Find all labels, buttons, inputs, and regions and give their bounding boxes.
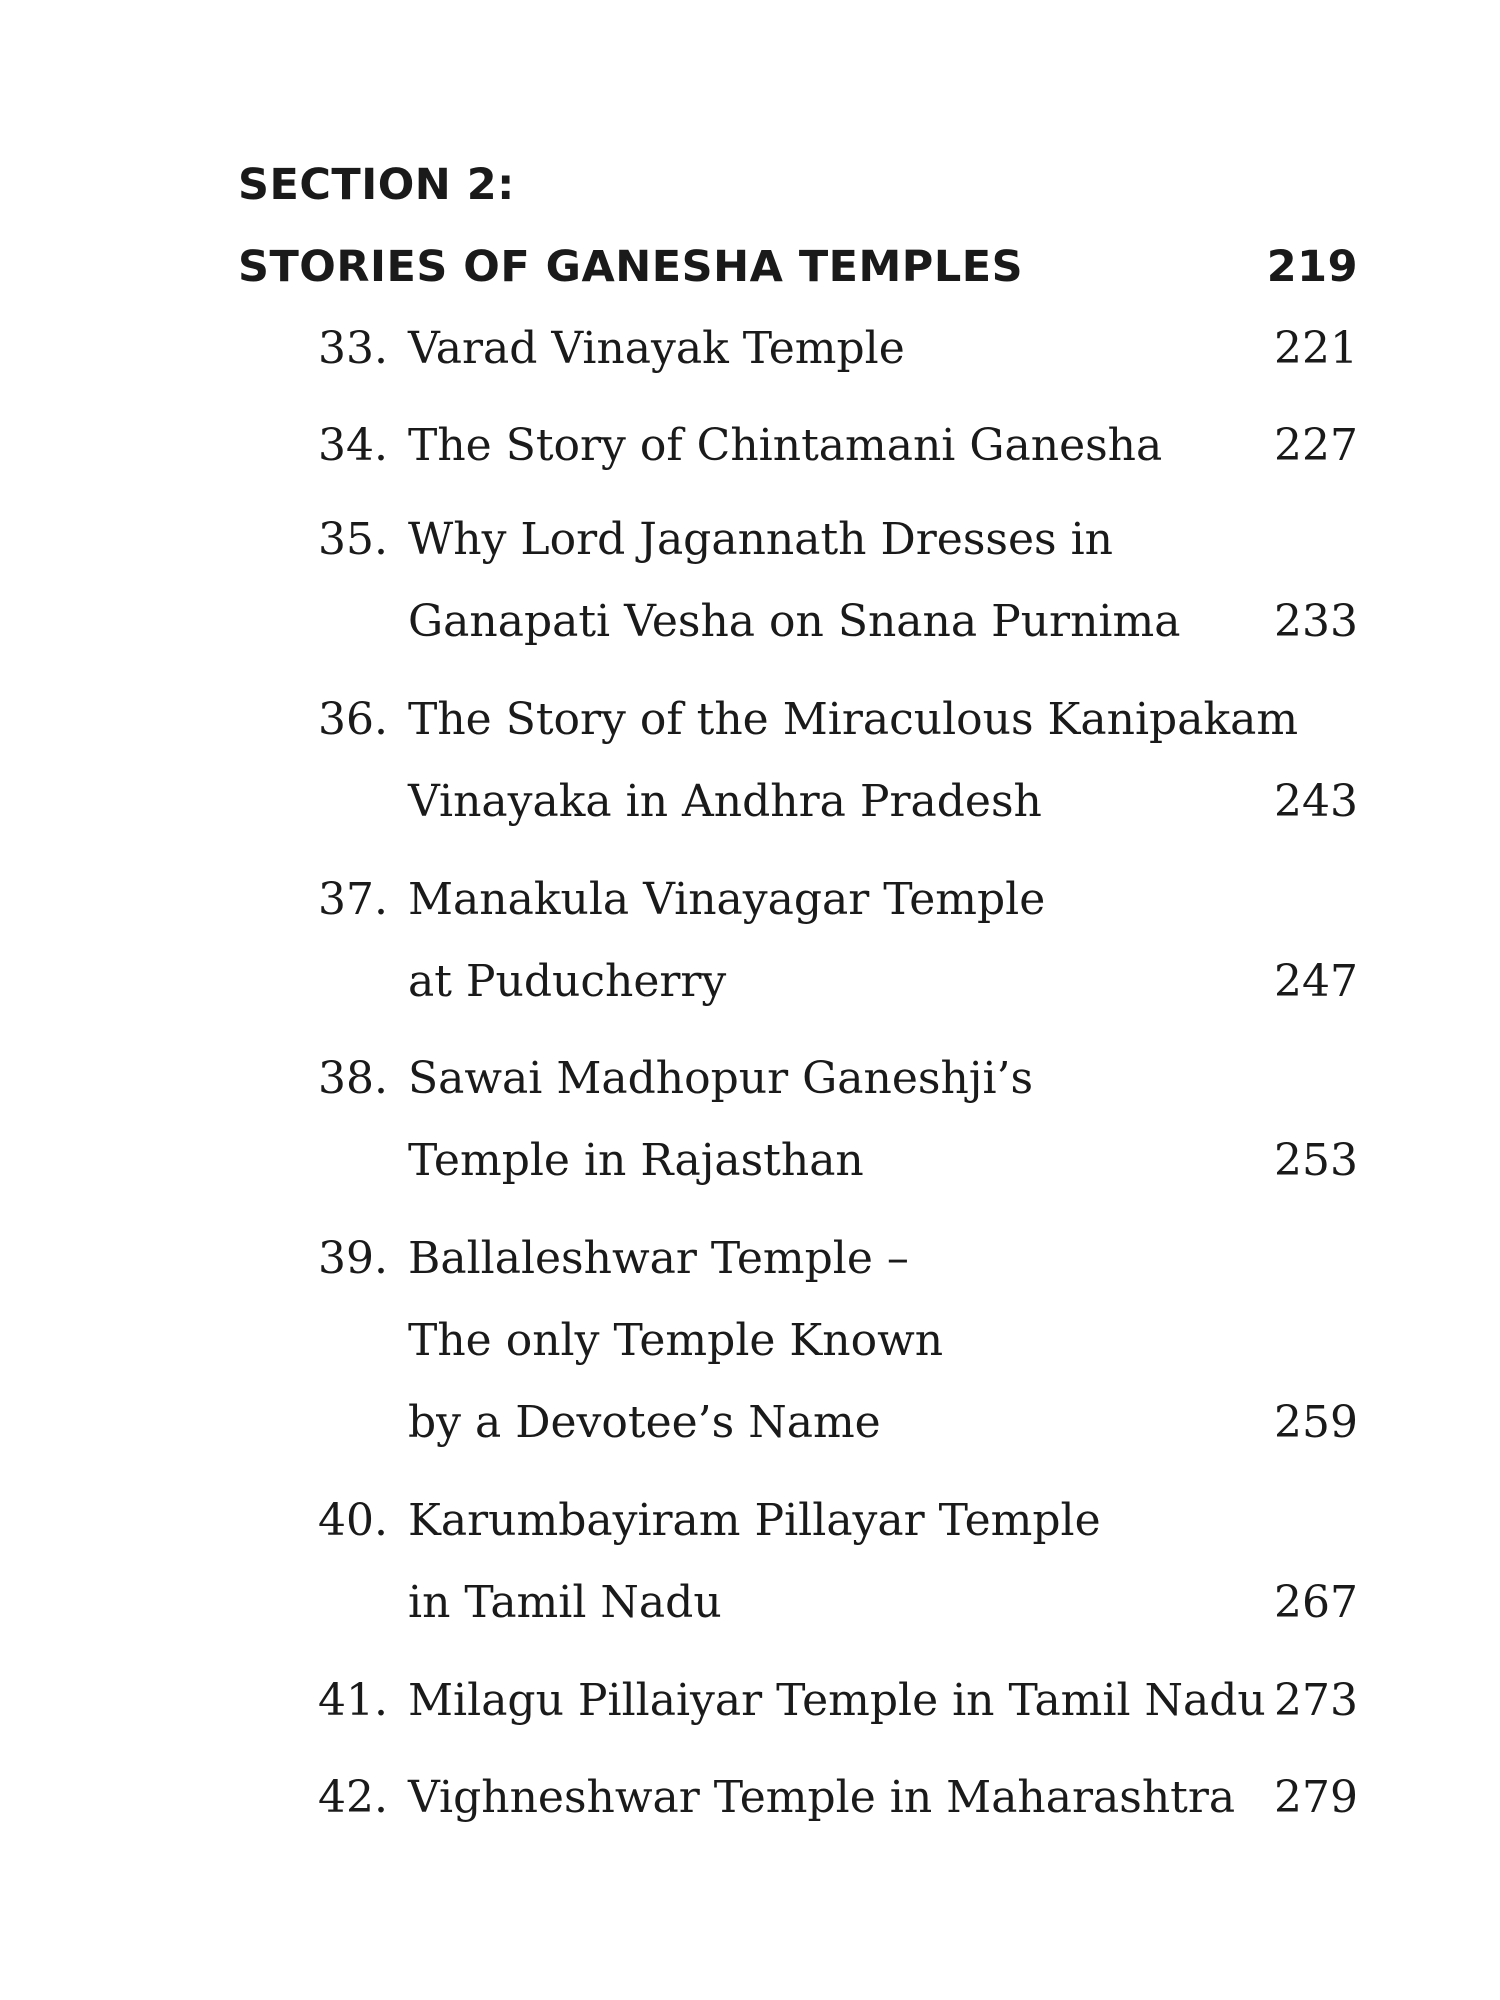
entry-title-continued: at Puducherry xyxy=(408,956,727,1007)
entry-title-continued: Temple in Rajasthan xyxy=(408,1135,864,1186)
entry-number: 37. xyxy=(318,874,388,925)
entry-number: 34. xyxy=(318,420,388,471)
entry-title-continued: by a Devotee’s Name xyxy=(408,1397,881,1448)
entry-title: Varad Vinayak Temple xyxy=(408,323,905,374)
entry-page-number: 253 xyxy=(1274,1135,1358,1186)
entry-number: 33. xyxy=(318,323,388,374)
entry-number: 42. xyxy=(318,1772,388,1823)
entry-title: The Story of Chintamani Ganesha xyxy=(408,420,1163,471)
section-title-row xyxy=(238,242,1358,292)
section-label: SECTION 2: xyxy=(238,160,515,210)
section-page-number: 219 xyxy=(1266,242,1358,292)
entry-number: 40. xyxy=(318,1495,388,1546)
entry-title-continued: Ganapati Vesha on Snana Purnima xyxy=(408,596,1181,647)
entry-page-number: 259 xyxy=(1274,1397,1358,1448)
entry-number: 36. xyxy=(318,694,388,745)
entry-title-continued: The only Temple Known xyxy=(408,1315,944,1366)
entry-number: 38. xyxy=(318,1053,388,1104)
entry-title: Manakula Vinayagar Temple xyxy=(408,874,1046,925)
entry-page-number: 247 xyxy=(1274,956,1358,1007)
entry-number: 41. xyxy=(318,1675,388,1726)
entry-title: Ballaleshwar Temple – xyxy=(408,1233,909,1284)
entry-title: Milagu Pillaiyar Temple in Tamil Nadu xyxy=(408,1675,1266,1726)
entry-title: Vighneshwar Temple in Maharashtra xyxy=(408,1772,1236,1823)
entry-title: Karumbayiram Pillayar Temple xyxy=(408,1495,1101,1546)
entry-page-number: 243 xyxy=(1274,776,1358,827)
entry-page-number: 273 xyxy=(1274,1675,1358,1726)
entry-page-number: 227 xyxy=(1274,420,1358,471)
entry-title-continued: in Tamil Nadu xyxy=(408,1577,722,1628)
entry-number: 35. xyxy=(318,514,388,565)
entry-page-number: 279 xyxy=(1274,1772,1358,1823)
entry-title: Sawai Madhopur Ganeshji’s xyxy=(408,1053,1034,1104)
entry-number: 39. xyxy=(318,1233,388,1284)
entry-title: Why Lord Jagannath Dresses in xyxy=(408,514,1114,565)
section-title: STORIES OF GANESHA TEMPLES xyxy=(238,242,1024,292)
entry-title: The Story of the Miraculous Kanipakam xyxy=(408,694,1299,745)
entry-page-number: 221 xyxy=(1274,323,1358,374)
entry-page-number: 233 xyxy=(1274,596,1358,647)
entry-page-number: 267 xyxy=(1274,1577,1358,1628)
entry-title-continued: Vinayaka in Andhra Pradesh xyxy=(408,776,1042,827)
